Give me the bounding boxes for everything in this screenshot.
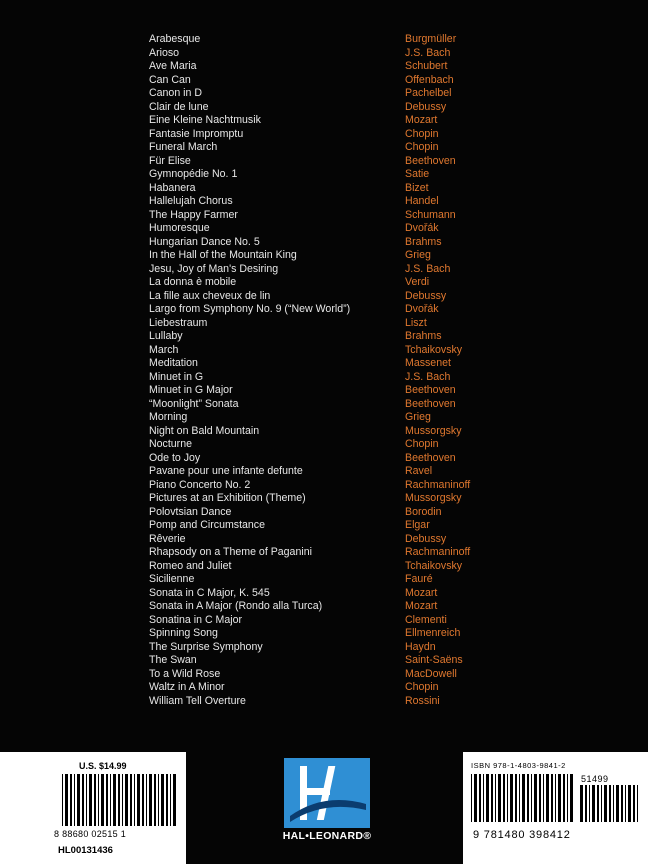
barcode-bar — [625, 785, 626, 822]
upc-digits: 8 88680 02515 1 — [54, 829, 127, 839]
piece-title: Romeo and Juliet — [149, 559, 232, 572]
piece-title: Meditation — [149, 357, 198, 369]
barcode-bar — [601, 785, 602, 822]
barcode-bar — [77, 774, 80, 826]
piece-composer: Elgar — [405, 519, 430, 531]
piece-composer: Chopin — [405, 141, 439, 153]
list-item — [149, 452, 509, 466]
piece-composer: Schumann — [405, 208, 456, 221]
piece-composer: Satie — [405, 168, 430, 180]
piece-title: Rêverie — [149, 532, 186, 545]
barcode-bar — [486, 774, 489, 822]
piece-title: The Happy Farmer — [149, 208, 238, 221]
piece-title: In the Hall of the Mountain King — [149, 249, 297, 261]
barcode-bar — [170, 774, 171, 826]
list-item — [149, 600, 509, 614]
piece-title: Arioso — [149, 46, 180, 59]
piece-title: The Swan — [149, 654, 197, 666]
barcode-bar — [567, 774, 568, 822]
list-item — [149, 47, 509, 61]
piece-title: Polovtsian Dance — [149, 505, 232, 518]
piece-title: Pavane pour une infante defunte — [149, 465, 303, 477]
barcode-bar — [134, 774, 135, 826]
barcode-bar — [173, 774, 176, 826]
piece-title: Minuet in G — [149, 370, 204, 383]
piece-composer: Debussy — [405, 532, 447, 545]
barcode-bar — [563, 774, 565, 822]
piece-title: Spinning Song — [149, 627, 218, 639]
barcode-bar — [118, 774, 120, 826]
barcode-bar — [621, 785, 623, 822]
piece-title: Fantasie Impromptu — [149, 127, 244, 140]
list-item — [149, 330, 509, 344]
barcode-bar — [479, 774, 481, 822]
piece-composer: Ellmenreich — [405, 627, 461, 639]
list-item — [149, 492, 509, 506]
list-item — [149, 533, 509, 547]
piece-title: Sicilienne — [149, 573, 195, 585]
addon-digits: 51499 — [581, 774, 609, 784]
piece-composer: J.S. Bach — [405, 370, 451, 383]
piece-composer: Fauré — [405, 573, 433, 585]
list-item — [149, 668, 509, 682]
ean-digits: 9 781480 398412 — [473, 829, 571, 841]
piece-composer: Schubert — [405, 60, 448, 72]
list-item — [149, 303, 509, 317]
barcode-bar — [551, 774, 553, 822]
piece-composer: Burgmüller — [405, 33, 457, 45]
piece-composer: Offenbach — [405, 73, 454, 86]
list-item — [149, 519, 509, 533]
piece-composer: Liszt — [405, 316, 427, 329]
list-item — [149, 155, 509, 169]
list-item — [149, 60, 509, 74]
barcode-bar — [483, 774, 484, 822]
piece-composer: J.S. Bach — [405, 262, 451, 275]
contents-list — [149, 33, 509, 708]
piece-composer: Dvořák — [405, 222, 439, 234]
ean-barcode — [471, 774, 575, 822]
piece-composer: Mozart — [405, 600, 438, 612]
list-item — [149, 344, 509, 358]
barcode-bar — [604, 785, 607, 822]
piece-composer: Verdi — [405, 276, 430, 288]
barcode-bar — [122, 774, 123, 826]
barcode-bar — [580, 785, 583, 822]
hal-leonard-logo-icon — [284, 758, 370, 828]
barcode-bar — [558, 774, 561, 822]
piece-composer: Bizet — [405, 181, 429, 194]
piece-composer: Rachmaninoff — [405, 478, 471, 491]
list-item — [149, 438, 509, 452]
list-item — [149, 114, 509, 128]
piece-composer: MacDowell — [405, 667, 457, 680]
list-item — [149, 74, 509, 88]
barcode-bar — [86, 774, 87, 826]
list-item — [149, 681, 509, 695]
piece-composer: Beethoven — [405, 154, 456, 167]
upc-barcode — [62, 774, 176, 826]
list-item — [149, 141, 509, 155]
piece-composer: Massenet — [405, 357, 451, 369]
piece-title: Pomp and Circumstance — [149, 519, 265, 531]
barcode-bar — [74, 774, 75, 826]
piece-title: Waltz in A Minor — [149, 681, 225, 693]
barcode-bar — [98, 774, 99, 826]
piece-composer: Pachelbel — [405, 87, 452, 99]
piece-composer: Debussy — [405, 289, 447, 302]
piece-title: Für Elise — [149, 154, 191, 167]
piece-title: La donna è mobile — [149, 276, 237, 288]
barcode-bar — [130, 774, 132, 826]
list-item — [149, 101, 509, 115]
list-item — [149, 479, 509, 493]
list-item — [149, 357, 509, 371]
piece-title: Eine Kleine Nachtmusik — [149, 114, 261, 126]
barcode-bar — [82, 774, 84, 826]
piece-title: Arabesque — [149, 33, 201, 45]
piece-composer: Beethoven — [405, 384, 456, 396]
piece-title: Lullaby — [149, 330, 183, 342]
list-item — [149, 641, 509, 655]
barcode-bar — [65, 774, 68, 826]
barcode-bar — [495, 774, 496, 822]
barcode-bar — [531, 774, 532, 822]
isbn-barcode-box — [463, 752, 648, 864]
barcode-bar — [503, 774, 505, 822]
piece-composer: Brahms — [405, 330, 442, 342]
list-item — [149, 33, 509, 47]
list-item — [149, 290, 509, 304]
piece-composer: Mussorgsky — [405, 492, 462, 504]
piece-title: Nocturne — [149, 438, 192, 450]
list-item — [149, 627, 509, 641]
barcode-bar — [597, 785, 599, 822]
barcode-bar — [534, 774, 537, 822]
barcode-bar — [161, 774, 164, 826]
barcode-bar — [628, 785, 631, 822]
piece-composer: J.S. Bach — [405, 46, 451, 59]
piece-title: Pictures at an Exhibition (Theme) — [149, 492, 306, 504]
piece-composer: Saint-Saëns — [405, 654, 463, 666]
barcode-bar — [507, 774, 508, 822]
barcode-bar — [519, 774, 520, 822]
piece-composer: Chopin — [405, 438, 439, 450]
barcode-bar — [609, 785, 611, 822]
barcode-bar — [637, 785, 638, 822]
barcode-bar — [555, 774, 556, 822]
list-item — [149, 384, 509, 398]
barcode-bar — [70, 774, 72, 826]
list-item — [149, 546, 509, 560]
barcode-bar — [62, 774, 63, 826]
list-item — [149, 371, 509, 385]
barcode-bar — [146, 774, 147, 826]
piece-composer: Tchaikovsky — [405, 343, 463, 356]
piece-title: Canon in D — [149, 87, 202, 99]
barcode-bar — [527, 774, 529, 822]
list-item — [149, 573, 509, 587]
barcode-bar — [546, 774, 549, 822]
piece-composer: Beethoven — [405, 451, 456, 464]
list-item — [149, 195, 509, 209]
list-item — [149, 506, 509, 520]
barcode-bar — [613, 785, 614, 822]
barcode-bar — [166, 774, 168, 826]
piece-composer: Handel — [405, 195, 439, 207]
barcode-bar — [158, 774, 159, 826]
piece-title: Jesu, Joy of Man's Desiring — [149, 262, 279, 275]
list-item — [149, 398, 509, 412]
list-item — [149, 465, 509, 479]
piece-title: William Tell Overture — [149, 694, 246, 707]
piece-title: Humoresque — [149, 222, 210, 234]
piece-title: Liebestraum — [149, 316, 208, 329]
barcode-bar — [543, 774, 544, 822]
list-item — [149, 168, 509, 182]
piece-composer: Mozart — [405, 586, 438, 599]
barcode-bar — [137, 774, 140, 826]
barcode-bar — [94, 774, 96, 826]
barcode-bar — [106, 774, 108, 826]
piece-composer: Chopin — [405, 681, 439, 693]
publisher-name: HAL•LEONARD® — [282, 830, 372, 842]
barcode-bar — [522, 774, 525, 822]
piece-title: Habanera — [149, 181, 196, 194]
piece-composer: Dvořák — [405, 303, 439, 315]
piece-title: Ave Maria — [149, 60, 197, 72]
piece-composer: Haydn — [405, 640, 436, 653]
piece-composer: Borodin — [405, 505, 442, 518]
piece-composer: Tchaikovsky — [405, 559, 463, 572]
barcode-bar — [471, 774, 472, 822]
list-item — [149, 263, 509, 277]
list-item — [149, 209, 509, 223]
piece-title: Morning — [149, 411, 188, 423]
piece-title: La fille aux cheveux de lin — [149, 289, 271, 302]
piece-title: Funeral March — [149, 141, 218, 153]
price-barcode-box — [0, 752, 186, 864]
piece-title: Sonata in A Major (Rondo alla Turca) — [149, 600, 323, 612]
piece-title: Can Can — [149, 73, 191, 86]
list-item — [149, 654, 509, 668]
barcode-bar — [539, 774, 541, 822]
list-item — [149, 560, 509, 574]
piece-title: Rhapsody on a Theme of Paganini — [149, 546, 312, 558]
barcode-bar — [585, 785, 587, 822]
piece-composer: Brahms — [405, 235, 442, 248]
piece-title: “Moonlight” Sonata — [149, 397, 239, 410]
barcode-bar — [142, 774, 144, 826]
piece-composer: Chopin — [405, 127, 439, 140]
piece-title: Largo from Symphony No. 9 (“New World”) — [149, 303, 351, 315]
list-item — [149, 614, 509, 628]
barcode-bar — [510, 774, 513, 822]
barcode-bar — [125, 774, 128, 826]
barcode-bar — [592, 785, 595, 822]
barcode-bar — [515, 774, 517, 822]
list-item — [149, 236, 509, 250]
list-item — [149, 222, 509, 236]
piece-composer: Grieg — [405, 411, 431, 423]
list-item — [149, 317, 509, 331]
piece-composer: Rossini — [405, 694, 440, 707]
addon-barcode — [580, 785, 640, 822]
piece-title: Minuet in G Major — [149, 384, 233, 396]
list-item — [149, 182, 509, 196]
piece-title: Sonata in C Major, K. 545 — [149, 586, 270, 599]
piece-composer: Mussorgsky — [405, 424, 462, 437]
piece-title: Piano Concerto No. 2 — [149, 478, 251, 491]
barcode-bar — [89, 774, 92, 826]
list-item — [149, 128, 509, 142]
barcode-bar — [498, 774, 501, 822]
barcode-bar — [491, 774, 493, 822]
piece-title: Hallelujah Chorus — [149, 195, 233, 207]
list-item — [149, 425, 509, 439]
piece-title: March — [149, 343, 179, 356]
barcode-bar — [589, 785, 590, 822]
piece-composer: Grieg — [405, 249, 431, 261]
piece-composer: Ravel — [405, 465, 433, 477]
price-label: U.S. $14.99 — [79, 761, 127, 771]
piece-composer: Clementi — [405, 613, 447, 626]
list-item — [149, 87, 509, 101]
barcode-bar — [113, 774, 116, 826]
list-item — [149, 587, 509, 601]
piece-title: Night on Bald Mountain — [149, 424, 260, 437]
piece-composer: Mozart — [405, 114, 438, 126]
piece-title: Hungarian Dance No. 5 — [149, 235, 260, 248]
barcode-bar — [570, 774, 573, 822]
barcode-bar — [616, 785, 619, 822]
piece-title: Gymnopédie No. 1 — [149, 168, 238, 180]
list-item — [149, 411, 509, 425]
barcode-bar — [154, 774, 156, 826]
piece-title: The Surprise Symphony — [149, 640, 263, 653]
piece-title: Clair de lune — [149, 100, 209, 113]
piece-title: Ode to Joy — [149, 451, 201, 464]
piece-composer: Rachmaninoff — [405, 546, 471, 558]
piece-composer: Beethoven — [405, 397, 456, 410]
barcode-bar — [110, 774, 111, 826]
list-item — [149, 695, 509, 709]
piece-composer: Debussy — [405, 100, 447, 113]
barcode-bar — [474, 774, 477, 822]
product-code: HL00131436 — [58, 845, 113, 856]
list-item — [149, 276, 509, 290]
piece-title: Sonatina in C Major — [149, 613, 243, 626]
barcode-bar — [633, 785, 635, 822]
barcode-bar — [149, 774, 152, 826]
isbn-number: ISBN 978-1-4803-9841-2 — [471, 761, 566, 770]
barcode-bar — [101, 774, 104, 826]
piece-title: To a Wild Rose — [149, 667, 221, 680]
list-item — [149, 249, 509, 263]
